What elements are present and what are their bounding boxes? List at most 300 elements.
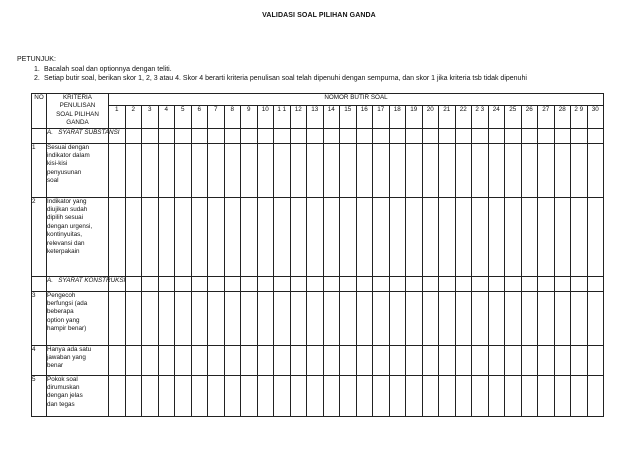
score-cell[interactable] xyxy=(307,375,324,416)
instruction-1 xyxy=(34,66,172,73)
score-cell[interactable] xyxy=(389,197,406,276)
score-cell[interactable] xyxy=(290,197,307,276)
criteria-line: Pengecoh xyxy=(47,291,76,299)
column-number-12: 12 xyxy=(290,105,307,128)
column-number-30: 30 xyxy=(587,105,604,128)
score-cell xyxy=(571,276,588,291)
criteria-line: Pokok soal xyxy=(47,375,78,383)
score-cell[interactable] xyxy=(472,375,489,416)
score-cell[interactable] xyxy=(142,375,159,416)
score-cell xyxy=(389,128,406,143)
score-cell xyxy=(406,276,423,291)
score-cell xyxy=(307,276,324,291)
score-cell[interactable] xyxy=(323,197,340,276)
score-cell xyxy=(554,128,571,143)
score-cell[interactable] xyxy=(257,143,274,197)
criteria-line: indikator dalam xyxy=(47,152,90,160)
column-number-6: 6 xyxy=(191,105,208,128)
score-cell[interactable] xyxy=(406,291,423,345)
instruction-number: 1. xyxy=(34,66,40,73)
score-cell[interactable] xyxy=(158,143,175,197)
column-number-18: 18 xyxy=(389,105,406,128)
header-kriteria-line: SOAL PILIHAN xyxy=(56,110,99,118)
column-number-24: 24 xyxy=(488,105,505,128)
score-cell xyxy=(191,276,208,291)
score-cell[interactable] xyxy=(587,375,604,416)
validation-table xyxy=(31,93,604,417)
score-cell[interactable] xyxy=(109,143,126,197)
instruction-text: Bacalah soal dan optionnya dengan teliti. xyxy=(44,66,172,73)
score-cell[interactable] xyxy=(587,197,604,276)
score-cell[interactable] xyxy=(455,197,472,276)
score-cell[interactable] xyxy=(422,345,439,375)
criteria-row xyxy=(32,345,604,375)
score-cell[interactable] xyxy=(439,143,456,197)
score-cell[interactable] xyxy=(538,143,555,197)
section-row xyxy=(32,128,604,143)
score-cell xyxy=(274,128,291,143)
criteria-line: beberapa xyxy=(47,308,74,316)
score-cell xyxy=(191,128,208,143)
score-cell[interactable] xyxy=(191,291,208,345)
score-cell[interactable] xyxy=(191,197,208,276)
score-cell[interactable] xyxy=(587,345,604,375)
score-cell[interactable] xyxy=(323,143,340,197)
column-number-row xyxy=(32,105,604,128)
score-cell[interactable] xyxy=(142,291,159,345)
score-cell xyxy=(208,276,225,291)
score-cell xyxy=(422,128,439,143)
criteria-line: dirumuskan xyxy=(47,384,80,392)
column-number-10: 10 xyxy=(257,105,274,128)
score-cell xyxy=(340,128,357,143)
column-number-3: 3 xyxy=(142,105,159,128)
score-cell[interactable] xyxy=(356,291,373,345)
column-number-8: 8 xyxy=(224,105,241,128)
score-cell[interactable] xyxy=(257,375,274,416)
column-number-21: 21 xyxy=(439,105,456,128)
row-number: 3 xyxy=(32,291,47,345)
score-cell[interactable] xyxy=(488,345,505,375)
criteria-text xyxy=(47,197,109,276)
score-cell[interactable] xyxy=(323,345,340,375)
score-cell[interactable] xyxy=(439,345,456,375)
score-cell[interactable] xyxy=(488,143,505,197)
score-cell xyxy=(356,128,373,143)
score-cell[interactable] xyxy=(406,375,423,416)
score-cell[interactable] xyxy=(571,291,588,345)
document-title: VALIDASI SOAL PILIHAN GANDA xyxy=(262,12,376,19)
score-cell[interactable] xyxy=(356,197,373,276)
score-cell[interactable] xyxy=(274,197,291,276)
score-cell[interactable] xyxy=(290,143,307,197)
instruction-number: 2. xyxy=(34,75,40,82)
table-body xyxy=(32,128,604,416)
score-cell xyxy=(538,276,555,291)
criteria-line: dengan jelas xyxy=(47,392,83,400)
score-cell[interactable] xyxy=(175,197,192,276)
criteria-text xyxy=(47,143,109,197)
score-cell[interactable] xyxy=(158,375,175,416)
score-cell[interactable] xyxy=(290,375,307,416)
criteria-line: kontinyuitas, xyxy=(47,231,83,239)
score-cell xyxy=(208,128,225,143)
score-cell[interactable] xyxy=(274,291,291,345)
column-number-27: 27 xyxy=(538,105,555,128)
score-cell[interactable] xyxy=(455,143,472,197)
score-cell[interactable] xyxy=(538,291,555,345)
score-cell[interactable] xyxy=(406,143,423,197)
criteria-row xyxy=(32,143,604,197)
score-cell[interactable] xyxy=(406,197,423,276)
score-cell[interactable] xyxy=(554,197,571,276)
score-cell[interactable] xyxy=(373,197,390,276)
score-cell xyxy=(224,276,241,291)
score-cell[interactable] xyxy=(307,291,324,345)
column-number-22: 22 xyxy=(455,105,472,128)
score-cell[interactable] xyxy=(554,291,571,345)
score-cell xyxy=(340,276,357,291)
score-cell[interactable] xyxy=(554,375,571,416)
header-kriteria-line: KRITERIA xyxy=(62,94,93,101)
score-cell[interactable] xyxy=(307,345,324,375)
score-cell[interactable] xyxy=(208,197,225,276)
score-cell[interactable] xyxy=(224,345,241,375)
column-number-2: 2 xyxy=(125,105,142,128)
score-cell xyxy=(422,276,439,291)
score-cell[interactable] xyxy=(191,345,208,375)
score-cell[interactable] xyxy=(257,197,274,276)
score-cell[interactable] xyxy=(472,143,489,197)
score-cell[interactable] xyxy=(455,375,472,416)
score-cell[interactable] xyxy=(241,143,258,197)
score-cell xyxy=(472,128,489,143)
column-number-4: 4 xyxy=(158,105,175,128)
score-cell[interactable] xyxy=(125,143,142,197)
criteria-line: dipilih sesuai xyxy=(47,214,84,222)
score-cell xyxy=(488,128,505,143)
score-cell[interactable] xyxy=(109,345,126,375)
score-cell[interactable] xyxy=(125,375,142,416)
score-cell[interactable] xyxy=(274,375,291,416)
score-cell[interactable] xyxy=(208,143,225,197)
score-cell[interactable] xyxy=(340,143,357,197)
score-cell[interactable] xyxy=(241,197,258,276)
score-cell[interactable] xyxy=(109,375,126,416)
score-cell[interactable] xyxy=(505,291,522,345)
score-cell[interactable] xyxy=(389,375,406,416)
score-cell[interactable] xyxy=(373,143,390,197)
score-cell[interactable] xyxy=(571,375,588,416)
score-cell[interactable] xyxy=(455,291,472,345)
score-cell xyxy=(389,276,406,291)
score-cell[interactable] xyxy=(158,291,175,345)
score-cell[interactable] xyxy=(488,375,505,416)
score-cell[interactable] xyxy=(389,345,406,375)
score-cell xyxy=(488,276,505,291)
score-cell xyxy=(307,128,324,143)
score-cell[interactable] xyxy=(422,375,439,416)
score-cell[interactable] xyxy=(571,197,588,276)
score-cell[interactable] xyxy=(373,291,390,345)
criteria-line: benar xyxy=(47,362,64,370)
score-cell[interactable] xyxy=(241,375,258,416)
row-number: 1 xyxy=(32,143,47,197)
section-title-text: SYARAT KONSTRUKSI xyxy=(58,276,126,284)
score-cell xyxy=(406,128,423,143)
score-cell xyxy=(505,276,522,291)
header-kriteria xyxy=(47,94,109,129)
column-number-14: 14 xyxy=(323,105,340,128)
score-cell[interactable] xyxy=(175,143,192,197)
score-cell xyxy=(587,276,604,291)
score-cell[interactable] xyxy=(356,143,373,197)
score-cell[interactable] xyxy=(323,375,340,416)
score-cell[interactable] xyxy=(158,345,175,375)
column-number-23: 2 3 xyxy=(472,105,489,128)
score-cell[interactable] xyxy=(224,291,241,345)
section-title xyxy=(47,128,120,143)
score-cell xyxy=(554,276,571,291)
score-cell xyxy=(142,128,159,143)
score-cell[interactable] xyxy=(191,143,208,197)
score-cell xyxy=(521,276,538,291)
score-cell[interactable] xyxy=(356,375,373,416)
criteria-line: jawaban yang xyxy=(47,354,86,362)
header-kriteria-line: GANDA xyxy=(66,119,89,127)
score-cell[interactable] xyxy=(521,197,538,276)
score-cell[interactable] xyxy=(587,291,604,345)
score-cell[interactable] xyxy=(125,197,142,276)
score-cell[interactable] xyxy=(406,345,423,375)
column-number-29: 2 9 xyxy=(571,105,588,128)
criteria-line: soal xyxy=(47,177,59,185)
score-cell xyxy=(257,276,274,291)
criteria-line: berfungsi (ada xyxy=(47,300,88,308)
score-cell[interactable] xyxy=(521,345,538,375)
header-kriteria-line: PENULISAN xyxy=(59,102,96,110)
section-title-text: SYARAT SUBSTANSI xyxy=(58,128,120,136)
criteria-text xyxy=(47,345,109,375)
score-cell xyxy=(158,276,175,291)
score-cell[interactable] xyxy=(323,291,340,345)
score-cell[interactable] xyxy=(224,197,241,276)
criteria-line: dengan urgensi, xyxy=(47,222,93,230)
score-cell[interactable] xyxy=(224,143,241,197)
score-cell xyxy=(142,276,159,291)
criteria-line: dan tegas xyxy=(47,400,75,408)
column-number-17: 17 xyxy=(373,105,390,128)
score-cell[interactable] xyxy=(340,291,357,345)
row-number: 2 xyxy=(32,197,47,276)
score-cell[interactable] xyxy=(307,197,324,276)
score-cell[interactable] xyxy=(488,291,505,345)
row-number: 4 xyxy=(32,345,47,375)
score-cell[interactable] xyxy=(439,375,456,416)
score-cell xyxy=(175,276,192,291)
score-cell[interactable] xyxy=(158,197,175,276)
section-letter: A. xyxy=(47,276,53,284)
petunjuk-label: PETUNJUK: xyxy=(17,56,56,63)
section-no-cell xyxy=(32,128,47,143)
score-cell xyxy=(323,276,340,291)
score-cell[interactable] xyxy=(521,143,538,197)
criteria-line: kisi-kisi xyxy=(47,160,68,168)
criteria-text xyxy=(47,291,109,345)
score-cell[interactable] xyxy=(422,143,439,197)
score-cell xyxy=(290,128,307,143)
score-cell[interactable] xyxy=(307,143,324,197)
score-cell[interactable] xyxy=(356,345,373,375)
column-number-7: 7 xyxy=(208,105,225,128)
criteria-line: hampir benar) xyxy=(47,325,87,333)
score-cell xyxy=(356,276,373,291)
score-cell[interactable] xyxy=(455,345,472,375)
column-number-28: 28 xyxy=(554,105,571,128)
score-cell[interactable] xyxy=(472,291,489,345)
score-cell xyxy=(274,276,291,291)
section-row xyxy=(32,276,604,291)
score-cell[interactable] xyxy=(142,143,159,197)
score-cell xyxy=(224,128,241,143)
score-cell[interactable] xyxy=(554,345,571,375)
score-cell[interactable] xyxy=(142,345,159,375)
score-cell[interactable] xyxy=(109,197,126,276)
score-cell[interactable] xyxy=(488,197,505,276)
score-cell[interactable] xyxy=(439,291,456,345)
score-cell xyxy=(175,128,192,143)
score-cell[interactable] xyxy=(208,345,225,375)
score-cell[interactable] xyxy=(472,197,489,276)
score-cell[interactable] xyxy=(340,345,357,375)
score-cell[interactable] xyxy=(505,375,522,416)
column-number-9: 9 xyxy=(241,105,258,128)
score-cell[interactable] xyxy=(125,345,142,375)
score-cell[interactable] xyxy=(472,345,489,375)
column-number-5: 5 xyxy=(175,105,192,128)
column-number-11: 1 1 xyxy=(274,105,291,128)
score-cell[interactable] xyxy=(175,345,192,375)
score-cell xyxy=(505,128,522,143)
score-cell[interactable] xyxy=(191,375,208,416)
score-cell[interactable] xyxy=(340,197,357,276)
score-cell[interactable] xyxy=(175,375,192,416)
instruction-2 xyxy=(34,75,527,82)
score-cell[interactable] xyxy=(505,143,522,197)
score-cell[interactable] xyxy=(521,291,538,345)
score-cell[interactable] xyxy=(208,375,225,416)
score-cell[interactable] xyxy=(290,345,307,375)
column-number-26: 26 xyxy=(521,105,538,128)
criteria-row xyxy=(32,197,604,276)
score-cell[interactable] xyxy=(538,197,555,276)
score-cell[interactable] xyxy=(142,197,159,276)
section-title xyxy=(47,276,126,291)
score-cell[interactable] xyxy=(274,143,291,197)
score-cell[interactable] xyxy=(505,345,522,375)
criteria-line: Sesuai dengan xyxy=(47,143,90,151)
score-cell xyxy=(290,276,307,291)
score-cell xyxy=(455,276,472,291)
criteria-line: option yang xyxy=(47,316,80,324)
score-cell xyxy=(455,128,472,143)
score-cell xyxy=(439,128,456,143)
criteria-line: keterpakain xyxy=(47,248,80,256)
score-cell[interactable] xyxy=(571,143,588,197)
score-cell xyxy=(241,128,258,143)
score-cell xyxy=(125,128,142,143)
criteria-line: relevansi dan xyxy=(47,239,85,247)
score-cell xyxy=(125,276,142,291)
score-cell[interactable] xyxy=(389,143,406,197)
score-cell xyxy=(538,128,555,143)
score-cell[interactable] xyxy=(373,375,390,416)
score-cell[interactable] xyxy=(439,197,456,276)
score-cell[interactable] xyxy=(175,291,192,345)
instruction-text: Setiap butir soal, berikan skor 1, 2, 3 atau 4. Skor 4 berarti kriteria penulisan soal telah dipenuhi dengan sempurna, dan skor 1 jika kriteria tsb tidak dipenuhi xyxy=(44,75,527,82)
score-cell xyxy=(373,276,390,291)
score-cell[interactable] xyxy=(257,345,274,375)
score-cell xyxy=(439,276,456,291)
score-cell[interactable] xyxy=(521,375,538,416)
score-cell[interactable] xyxy=(389,291,406,345)
score-cell[interactable] xyxy=(208,291,225,345)
score-cell[interactable] xyxy=(224,375,241,416)
score-cell[interactable] xyxy=(587,143,604,197)
column-number-13: 13 xyxy=(307,105,324,128)
score-cell xyxy=(323,128,340,143)
criteria-row xyxy=(32,291,604,345)
score-cell xyxy=(472,276,489,291)
score-cell[interactable] xyxy=(290,291,307,345)
score-cell[interactable] xyxy=(422,291,439,345)
criteria-line: Indikator yang xyxy=(47,197,87,205)
column-number-1: 1 xyxy=(109,105,126,128)
column-number-16: 16 xyxy=(356,105,373,128)
score-cell[interactable] xyxy=(257,291,274,345)
row-number: 5 xyxy=(32,375,47,416)
column-number-15: 15 xyxy=(340,105,357,128)
header-nomor-butir-soal: NOMOR BUTIR SOAL xyxy=(109,94,604,106)
score-cell[interactable] xyxy=(505,197,522,276)
score-cell[interactable] xyxy=(538,345,555,375)
section-no-cell xyxy=(32,276,47,291)
score-cell[interactable] xyxy=(274,345,291,375)
score-cell[interactable] xyxy=(571,345,588,375)
column-number-25: 25 xyxy=(505,105,522,128)
score-cell xyxy=(521,128,538,143)
column-number-19: 19 xyxy=(406,105,423,128)
score-cell[interactable] xyxy=(241,345,258,375)
score-cell[interactable] xyxy=(373,345,390,375)
score-cell[interactable] xyxy=(422,197,439,276)
score-cell[interactable] xyxy=(554,143,571,197)
criteria-line: Hanya ada satu xyxy=(47,345,92,353)
column-number-20: 20 xyxy=(422,105,439,128)
score-cell[interactable] xyxy=(125,291,142,345)
criteria-line: penyusunan xyxy=(47,168,82,176)
score-cell xyxy=(587,128,604,143)
score-cell[interactable] xyxy=(340,375,357,416)
score-cell[interactable] xyxy=(241,291,258,345)
score-cell xyxy=(373,128,390,143)
score-cell[interactable] xyxy=(109,291,126,345)
score-cell xyxy=(571,128,588,143)
criteria-row xyxy=(32,375,604,416)
criteria-text xyxy=(47,375,109,416)
score-cell xyxy=(257,128,274,143)
score-cell[interactable] xyxy=(538,375,555,416)
